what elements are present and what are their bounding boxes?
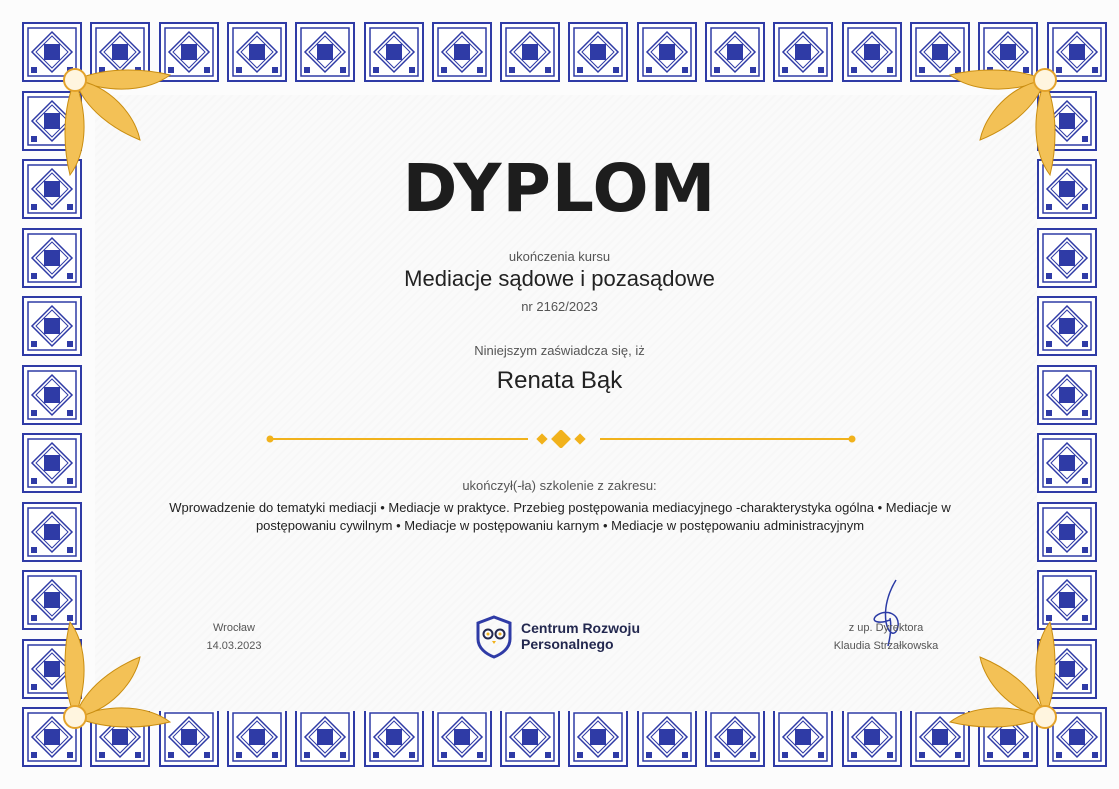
border-tile-icon [364,22,424,82]
border-tile-icon [227,22,287,82]
date: 14.03.2023 [206,640,262,652]
border-tile-icon [227,707,287,767]
corner-ornament-bottom-left-icon [40,612,180,752]
course-topics: Wprowadzenie do tematyki mediacji • Mediacje w praktyce. Przebieg postępowania mediacyjnego -charakterystyka ogólna • Mediacje w postępowaniu cywilnym • Mediacje w postępowaniu karnym • Mediacje w postępowaniu administracyjnym [169,500,951,533]
border-tile-icon [705,22,765,82]
signatory-role: z up. Dyrektora [848,622,924,634]
border-tile-icon [432,707,492,767]
border-tile-icon [637,707,697,767]
border-tile-icon [295,22,355,82]
diploma-title: DYPLOM [402,150,717,227]
ornamental-divider [266,430,856,448]
border-tile-icon [705,707,765,767]
border-tile-icon [637,22,697,82]
recipient-name: Renata Bąk [496,367,623,394]
border-tile-icon [1037,502,1097,562]
border-tile-icon [500,707,560,767]
completion-label: ukończenia kursu [508,249,611,264]
border-tile-icon [432,22,492,82]
border-tile-icon [842,707,902,767]
signatory-block [816,619,956,655]
border-tile-icon [842,22,902,82]
certify-text: Niniejszym zaświadcza się, iż [474,343,645,358]
owl-shield-logo-icon [474,615,514,659]
border-tile-icon [773,22,833,82]
organization-name [521,620,640,652]
place: Wrocław [213,622,255,634]
border-tile-icon [500,22,560,82]
border-tile-icon [295,707,355,767]
place-date-block [184,619,284,655]
certificate-number: nr 2162/2023 [521,299,598,314]
organization-line1: Centrum Rozwoju [521,620,640,636]
signatory-name: Klaudia Strzałkowska [833,640,939,652]
scope-label: ukończył(-ła) szkolenie z zakresu: [462,478,657,493]
border-tile-icon [568,22,628,82]
border-tile-icon [364,707,424,767]
corner-ornament-bottom-right-icon [940,612,1080,752]
course-name: Mediacje sądowe i pozasądowe [404,266,715,291]
organization-line2: Personalnego [521,636,614,652]
border-tile-icon [568,707,628,767]
border-tile-icon [773,707,833,767]
border-tile-icon [22,502,82,562]
